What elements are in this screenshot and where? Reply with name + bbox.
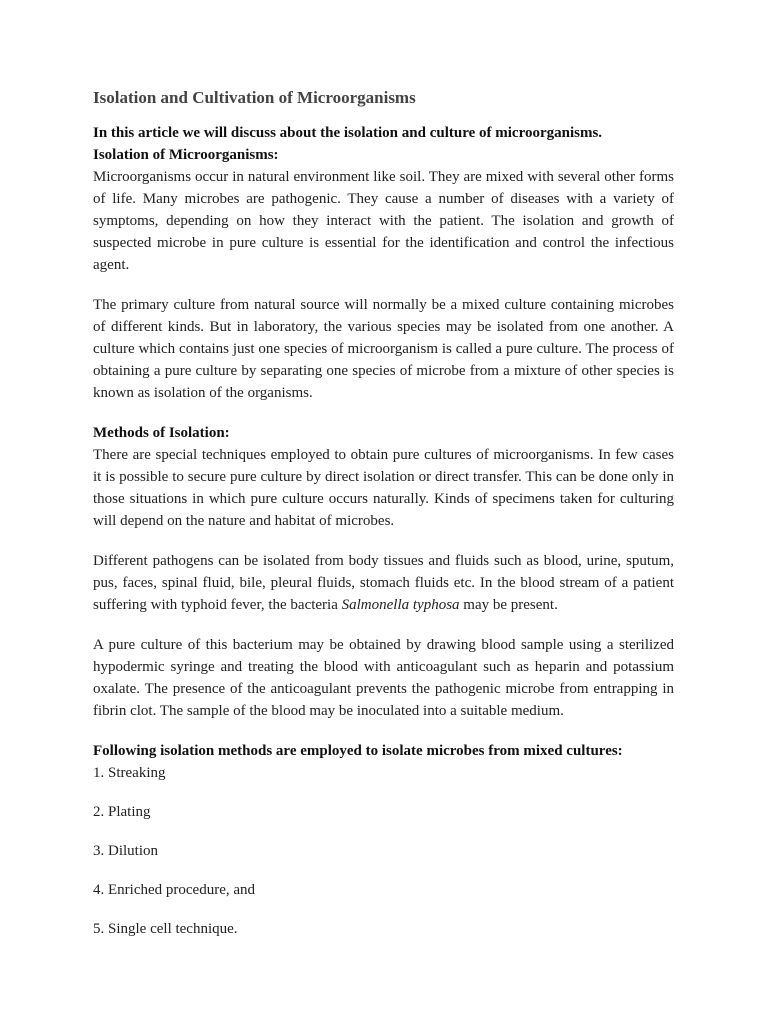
document-title: Isolation and Cultivation of Microorganisms: [93, 88, 416, 107]
list-item: 3. Dilution: [93, 843, 159, 859]
methods-list-heading: Following isolation methods are employed to isolate microbes from mixed cultures:: [93, 743, 623, 759]
intro-text: In this article we will discuss about the isolation and culture of microorganisms.: [93, 125, 603, 141]
document-page: [93, 86, 674, 940]
list-item: 4. Enriched procedure, and: [93, 882, 256, 898]
paragraph-methods-2-start: Different pathogens can be isolated from body tissues and fluids such as blood, urine, sputum, pus, faces, spinal fluid, bile, pleural fluids, stomach fluids etc. In the blood stream of a patient suffering with typhoid fever, the bacteria: [93, 553, 674, 613]
paragraph-methods-2-end: may be present.: [459, 597, 558, 613]
species-name: Salmonella typhosa: [341, 597, 460, 613]
paragraph-isolation-2: The primary culture from natural source will normally be a mixed culture containing microbes of different kinds. But in laboratory, the various species may be isolated from one another. A culture which contains just one species of microorganism is called a pure culture. The process of obtaining a pure culture by separating one species of microbe from a mixture of other species is known as isolation of the organisms.: [93, 297, 674, 401]
paragraph-methods-2: [93, 550, 674, 616]
list-item: 2. Plating: [93, 804, 151, 820]
paragraph-isolation-1: Microorganisms occur in natural environment like soil. They are mixed with several other forms of life. Many microbes are pathogenic. They cause a number of diseases with a variety of symptoms, depending on how they interact with the patient. The isolation and growth of suspected microbe in pure culture is essential for the identification and control the infectious agent.: [93, 169, 674, 273]
paragraph-methods-3: A pure culture of this bacterium may be obtained by drawing blood sample using a sterilized hypodermic syringe and treating the blood with anticoagulant such as heparin and potassium oxalate. The presence of the anticoagulant prevents the pathogenic microbe from entrapping in fibrin clot. The sample of the blood may be inoculated into a suitable medium.: [93, 637, 674, 719]
list-item: 1. Streaking: [93, 765, 166, 781]
section-heading-isolation: Isolation of Microorganisms:: [93, 147, 279, 163]
paragraph-methods-1: There are special techniques employed to obtain pure cultures of microorganisms. In few cases it is possible to secure pure culture by direct isolation or direct transfer. This can be done only in those situations in which pure culture occurs naturally. Kinds of specimens taken for culturing will depend on the nature and habitat of microbes.: [93, 447, 674, 529]
section-heading-methods: Methods of Isolation:: [93, 425, 230, 441]
list-item: 5. Single cell technique.: [93, 921, 238, 937]
